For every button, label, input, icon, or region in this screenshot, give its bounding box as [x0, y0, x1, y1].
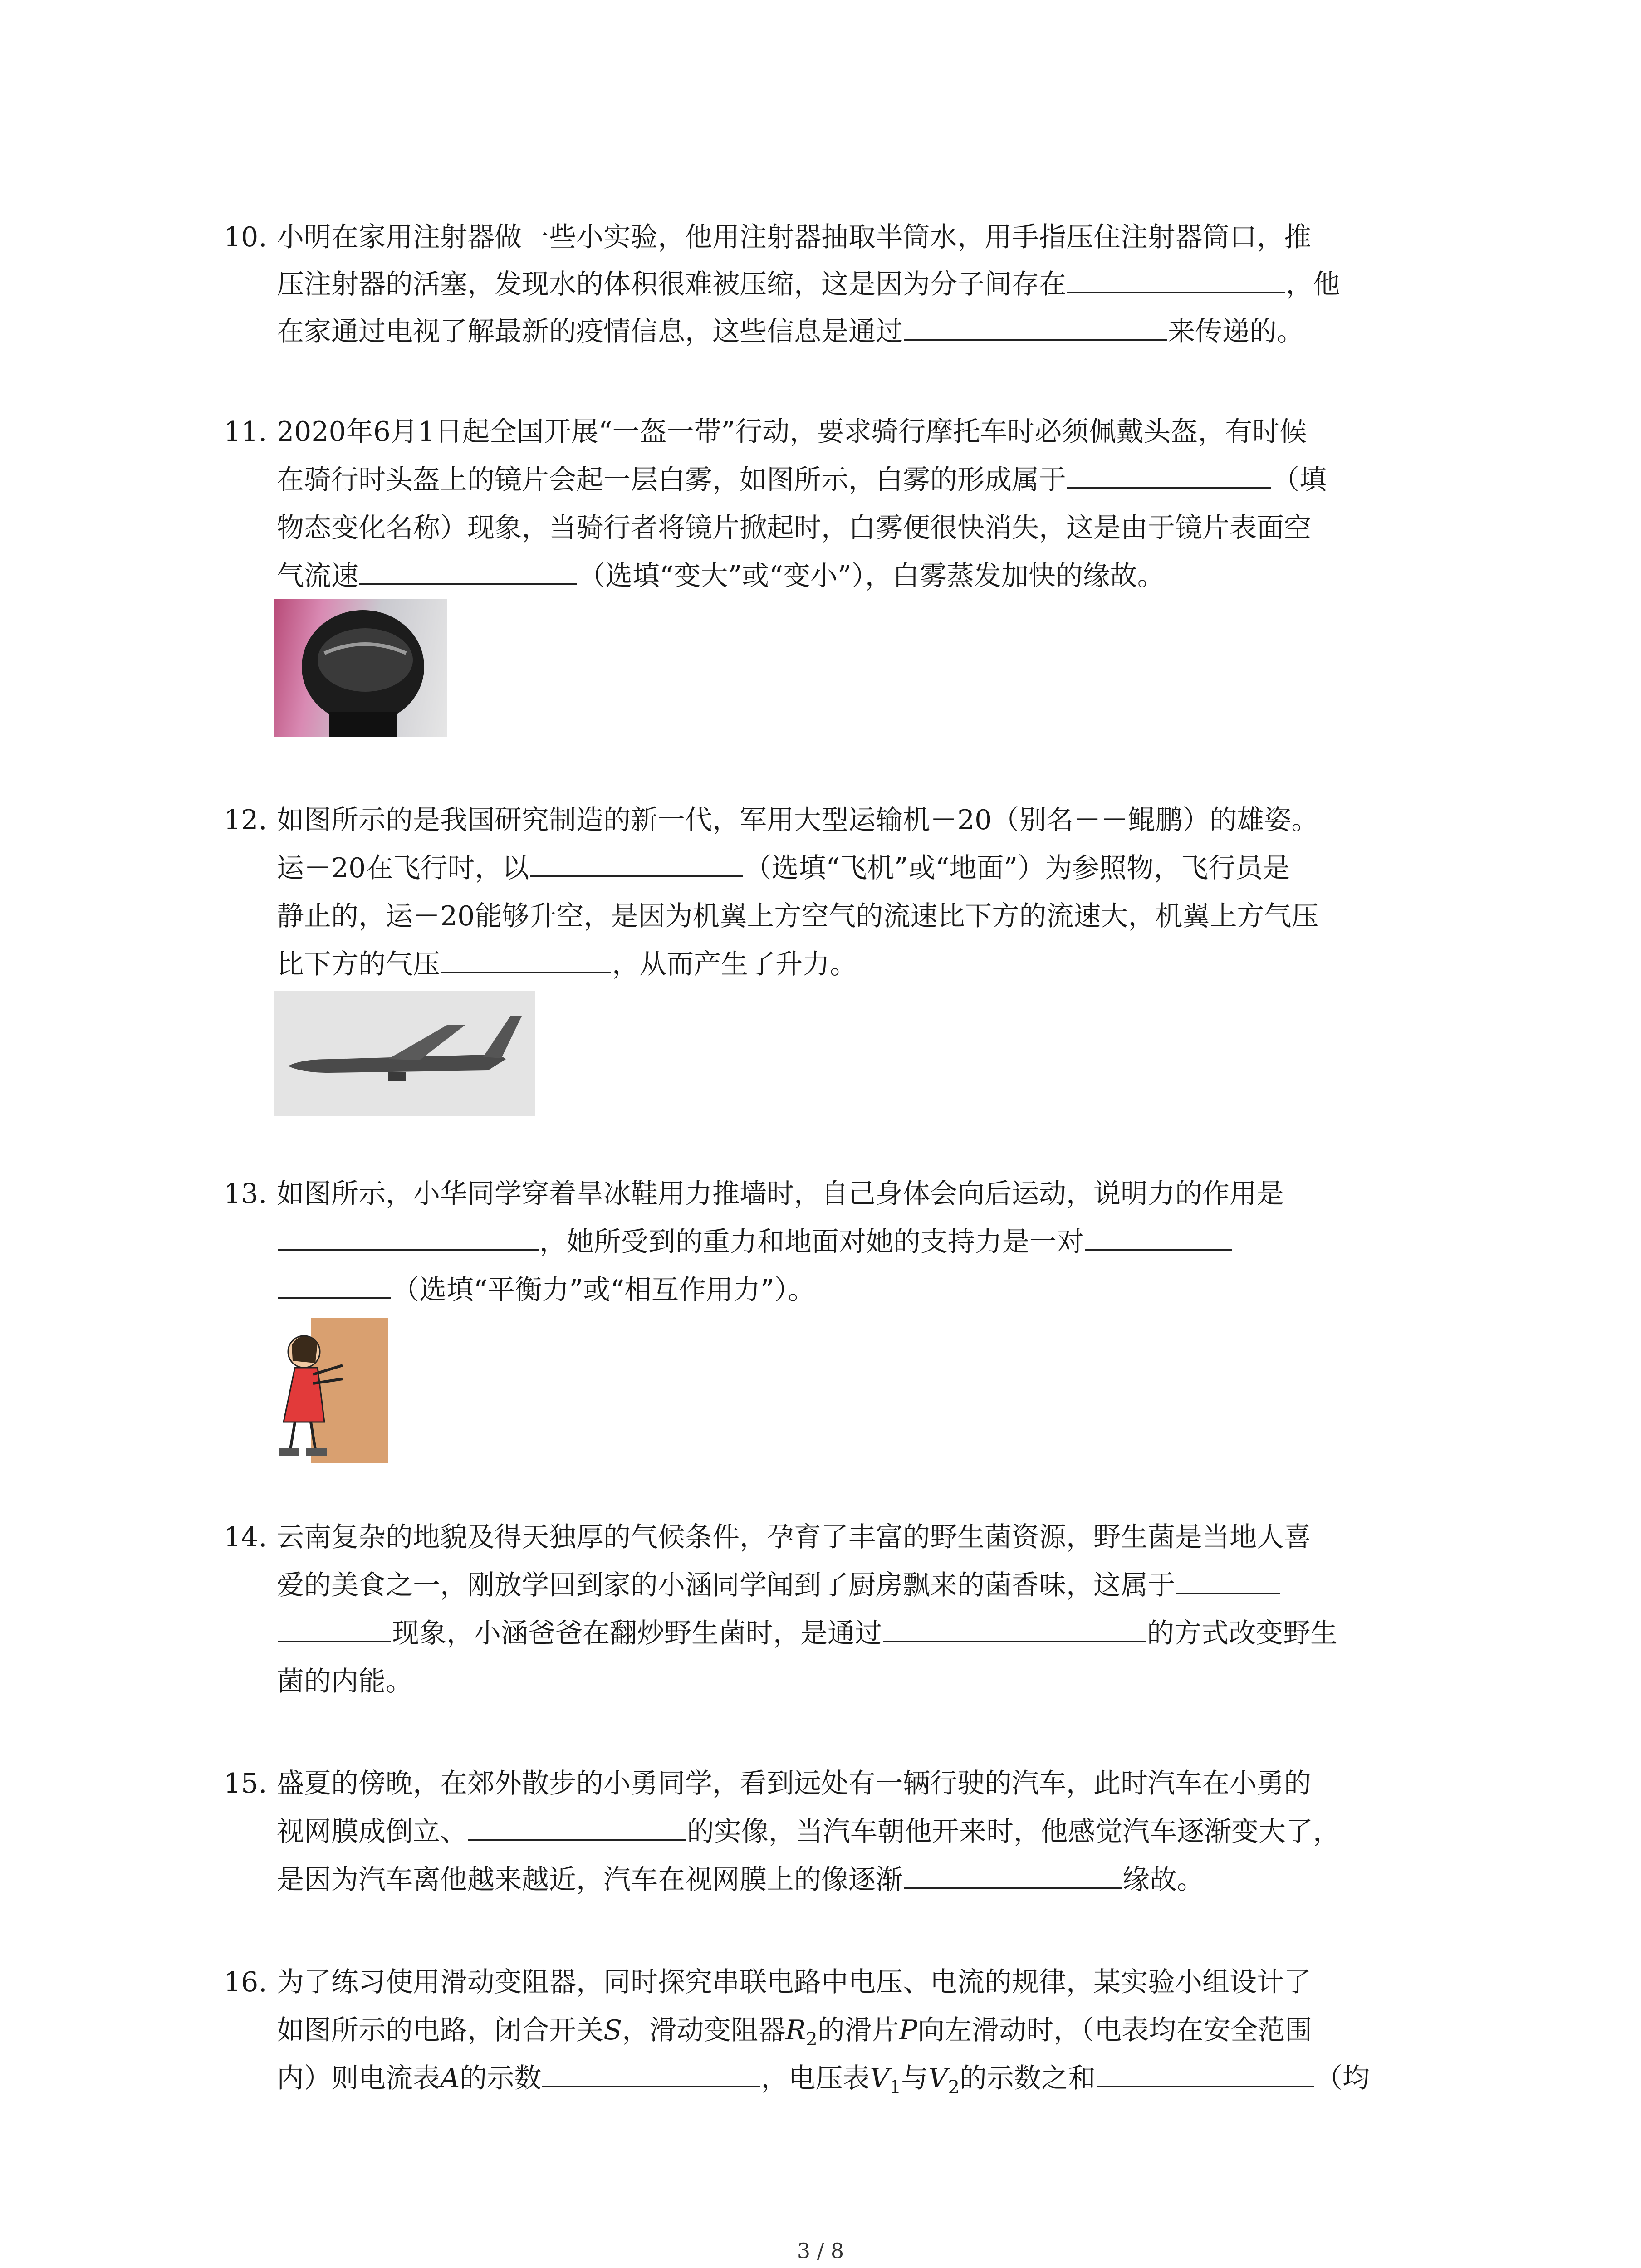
helmet-photo — [274, 599, 447, 737]
question-number: 11. — [224, 416, 267, 448]
question-text: 压注射器的活塞，发现水的体积很难被压缩，这是因为分子间存在 ，他 — [277, 266, 1340, 303]
answer-blank[interactable] — [278, 1224, 539, 1251]
page-number: 3 / 8 — [797, 2239, 844, 2263]
answer-blank[interactable] — [359, 558, 577, 585]
question-text: 在骑行时头盔上的镜片会起一层白雾，如图所示，白雾的形成属于 （填 — [277, 462, 1327, 498]
girl-pushing-wall — [274, 1318, 388, 1463]
question-text: 视网膜成倒立、 的实像，当汽车朝他开来时，他感觉汽车逐渐变大了， — [277, 1813, 1340, 1850]
answer-blank[interactable] — [1176, 1567, 1280, 1594]
question-text: （选填“平衡力”或“相互作用力”）。 — [277, 1272, 815, 1308]
question-text: 比下方的气压 ，从而产生了升力。 — [277, 946, 857, 982]
question-text: 如图所示的是我国研究制造的新一代，军用大型运输机－20（别名－－鲲鹏）的雄姿。 — [277, 804, 1319, 836]
answer-blank[interactable] — [1067, 462, 1271, 489]
answer-blank[interactable] — [904, 313, 1167, 341]
answer-blank[interactable] — [542, 2060, 760, 2087]
question-text: 气流速 （选填“变大”或“变小”），白雾蒸发加快的缘故。 — [277, 558, 1165, 594]
question-text: 现象，小涵爸爸在翻炒野生菌时，是通过 的方式改变野生 — [277, 1615, 1337, 1652]
question-number: 14. — [224, 1521, 267, 1553]
answer-blank[interactable] — [1097, 2060, 1314, 2087]
question-text: 是因为汽车离他越来越近，汽车在视网膜上的像逐渐 缘故。 — [277, 1862, 1204, 1898]
question-text: 菌的内能。 — [277, 1666, 413, 1697]
question-text: 静止的，运－20能够升空，是因为机翼上方空气的流速比下方的流速大，机翼上方气压 — [277, 900, 1319, 932]
question-number: 16. — [224, 1966, 267, 1998]
aircraft-photo — [274, 991, 535, 1116]
answer-blank[interactable] — [530, 850, 743, 877]
question-text: 盛夏的傍晚，在郊外散步的小勇同学，看到远处有一辆行驶的汽车，此时汽车在小勇的 — [277, 1768, 1311, 1799]
answer-blank[interactable] — [468, 1813, 686, 1841]
question-text: 物态变化名称）现象，当骑行者将镜片掀起时，白雾便很快消失，这是由于镜片表面空 — [277, 512, 1311, 544]
question-number: 13. — [224, 1178, 267, 1210]
answer-blank[interactable] — [278, 1615, 391, 1642]
answer-blank[interactable] — [278, 1272, 391, 1299]
answer-blank[interactable] — [904, 1862, 1122, 1889]
question-text: 如图所示，小华同学穿着旱冰鞋用力推墙时，自己身体会向后运动，说明力的作用是 — [277, 1178, 1284, 1210]
question-number: 15. — [224, 1768, 267, 1799]
question-text: 小明在家用注射器做一些小实验，他用注射器抽取半筒水，用手指压住注射器筒口，推 — [277, 221, 1311, 253]
question-text: 在家通过电视了解最新的疫情信息，这些信息是通过 来传递的。 — [277, 313, 1304, 350]
question-text: 内）则电流表A的示数 ，电压表$V_1$与$V_2$的示数之和 （均 — [277, 2060, 1370, 2097]
answer-blank[interactable] — [441, 946, 611, 973]
answer-blank[interactable] — [883, 1615, 1146, 1642]
question-text: ，她所受到的重力和地面对她的支持力是一对 — [277, 1224, 1233, 1260]
answer-blank[interactable] — [1067, 266, 1285, 293]
question-text: 运－20在飞行时，以 （选填“飞机”或“地面”）为参照物，飞行员是 — [277, 850, 1290, 886]
question-number: 12. — [224, 804, 267, 836]
question-text: 如图所示的电路，闭合开关S，滑动变阻器$R_2$的滑片P向左滑动时，（电表均在安全范围 — [277, 2014, 1313, 2050]
question-text: 云南复杂的地貌及得天独厚的气候条件，孕育了丰富的野生菌资源，野生菌是当地人喜 — [277, 1521, 1311, 1553]
question-number: 10. — [224, 221, 267, 253]
question-text: 爱的美食之一，刚放学回到家的小涵同学闻到了厨房飘来的菌香味，这属于 — [277, 1567, 1281, 1603]
question-text: 为了练习使用滑动变阻器，同时探究串联电路中电压、电流的规律，某实验小组设计了 — [277, 1966, 1311, 1998]
question-text: 2020年6月1日起全国开展“一盔一带”行动，要求骑行摩托车时必须佩戴头盔，有时候 — [277, 416, 1307, 448]
answer-blank[interactable] — [1085, 1224, 1232, 1251]
